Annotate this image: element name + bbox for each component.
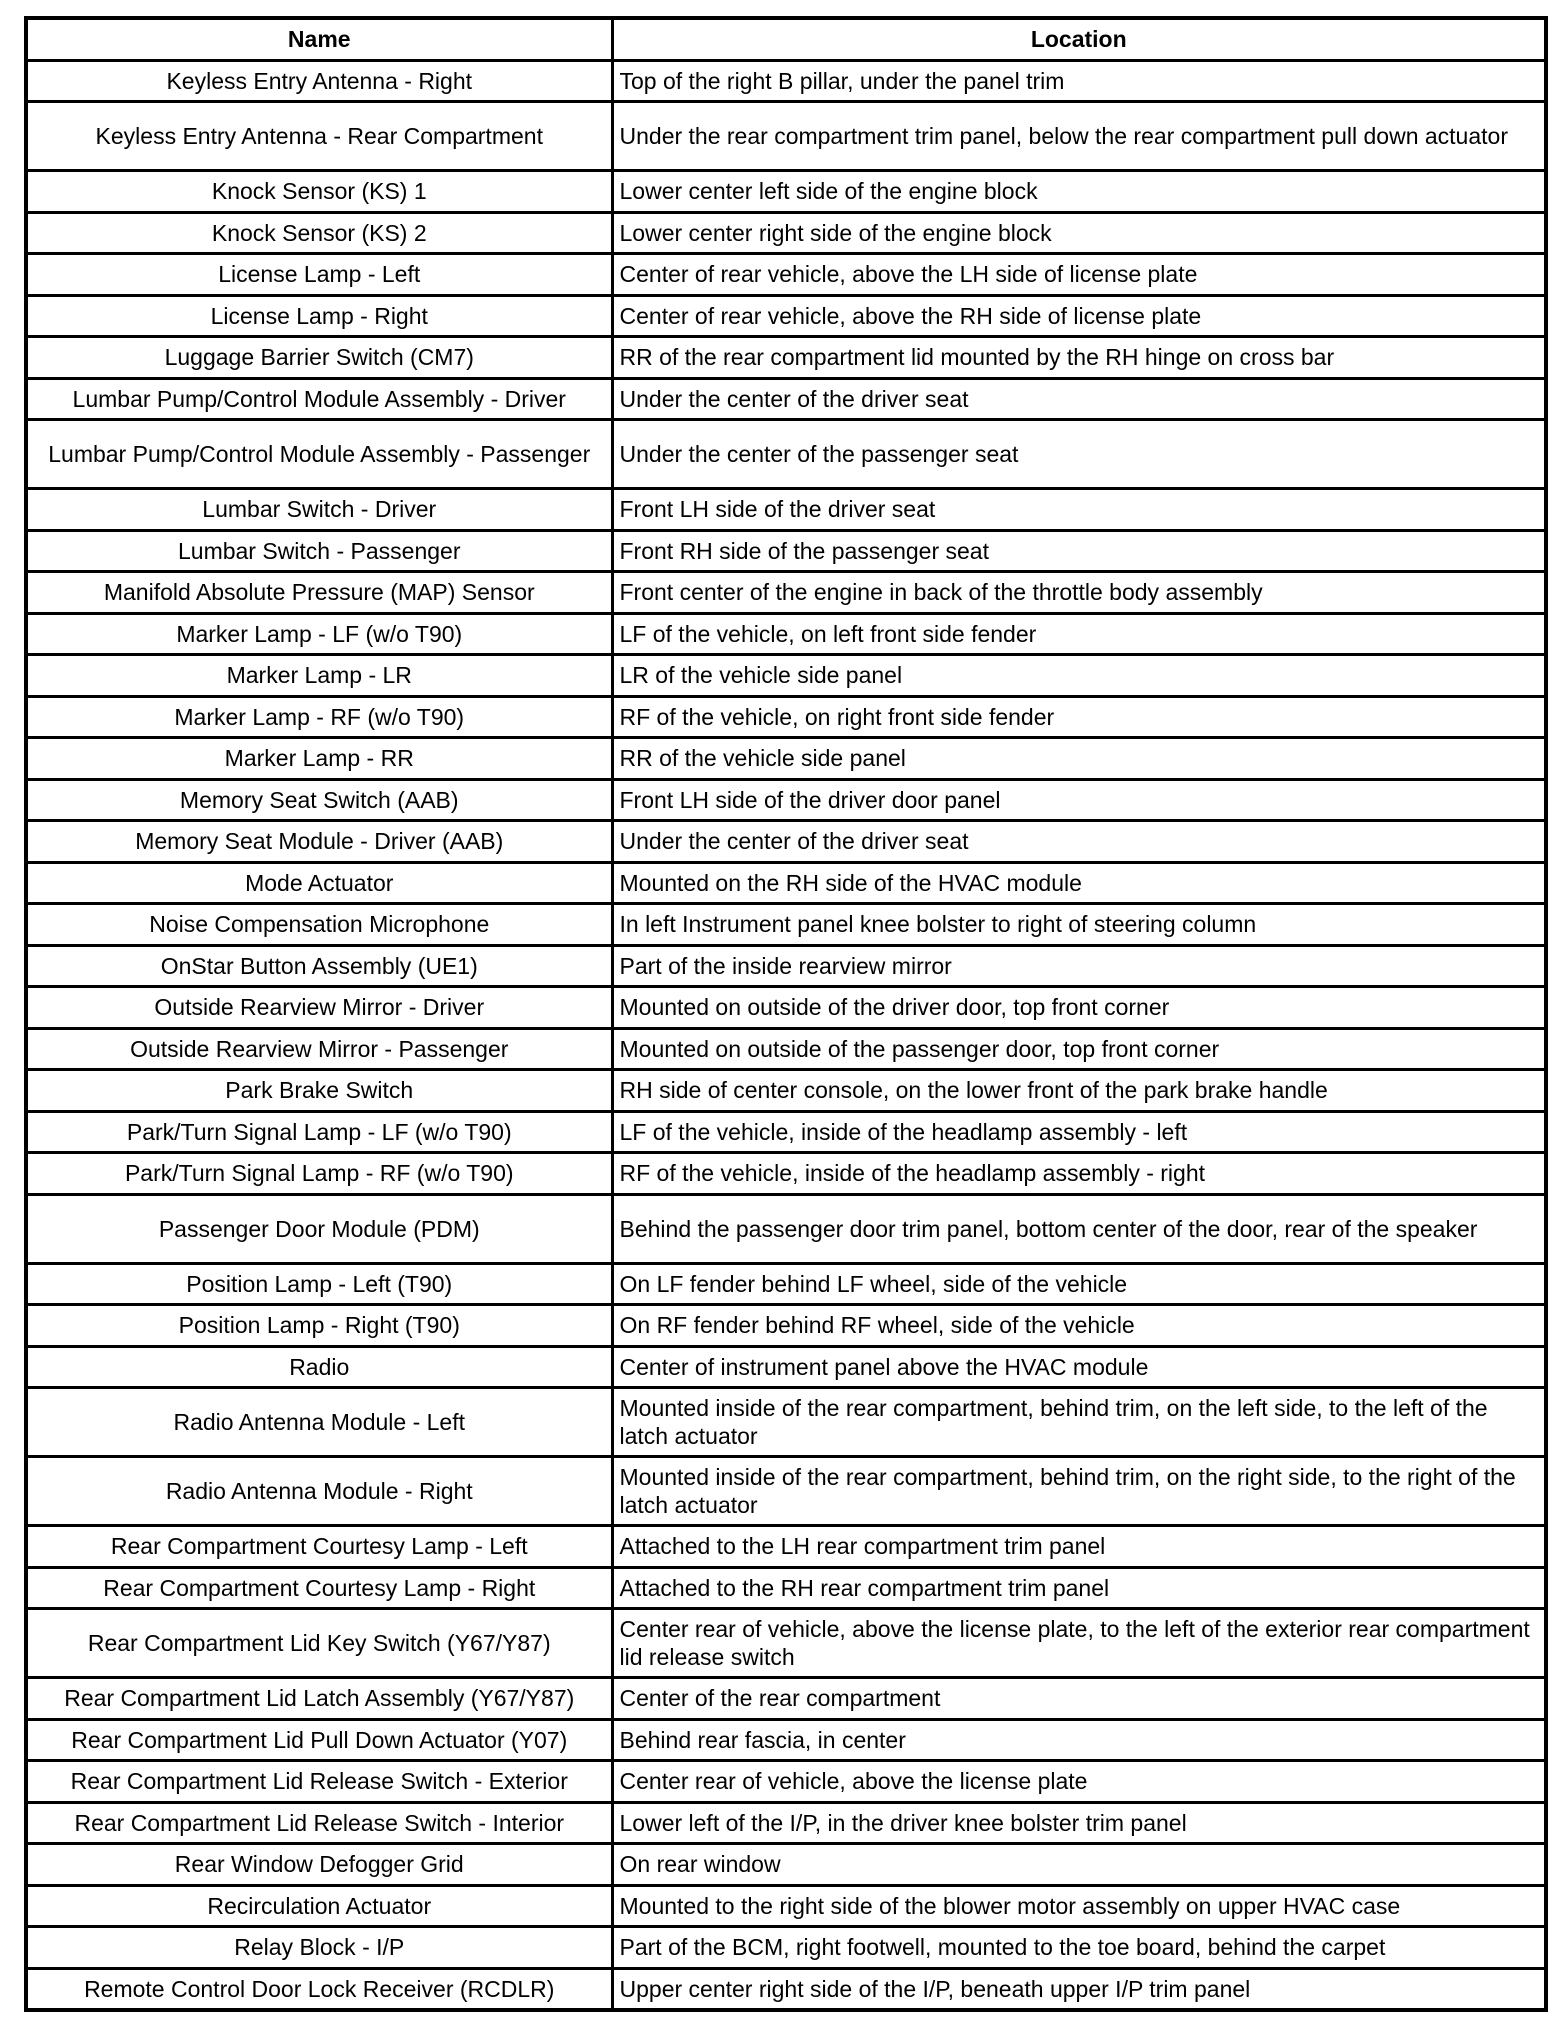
component-name-cell: Radio Antenna Module - Left	[26, 1388, 612, 1457]
component-location-cell: Front center of the engine in back of the throttle body assembly	[612, 572, 1546, 614]
component-location-cell: Mounted inside of the rear compartment, behind trim, on the left side, to the left of the latch actuator	[612, 1388, 1546, 1457]
component-location-cell: Center rear of vehicle, above the license plate	[612, 1761, 1546, 1803]
component-name-cell: Rear Compartment Lid Release Switch - Interior	[26, 1802, 612, 1844]
table-row	[26, 171, 1546, 213]
component-name-cell: Rear Compartment Courtesy Lamp - Right	[26, 1567, 612, 1609]
name-column-header: Name	[26, 18, 612, 60]
table-row	[26, 1263, 1546, 1305]
component-location-cell: RF of the vehicle, on right front side fender	[612, 696, 1546, 738]
component-name-cell: Marker Lamp - RF (w/o T90)	[26, 696, 612, 738]
component-location-cell: RR of the vehicle side panel	[612, 738, 1546, 780]
table-row	[26, 295, 1546, 337]
component-name-cell: Rear Compartment Lid Release Switch - Exterior	[26, 1761, 612, 1803]
table-row	[26, 378, 1546, 420]
component-location-cell: Mounted on outside of the driver door, top front corner	[612, 987, 1546, 1029]
component-location-cell: RH side of center console, on the lower front of the park brake handle	[612, 1070, 1546, 1112]
component-location-cell: Part of the inside rearview mirror	[612, 945, 1546, 987]
component-name-cell: Knock Sensor (KS) 1	[26, 171, 612, 213]
component-location-cell: Under the rear compartment trim panel, below the rear compartment pull down actuator	[612, 102, 1546, 171]
table-row	[26, 1070, 1546, 1112]
table-row	[26, 1153, 1546, 1195]
component-location-cell: RF of the vehicle, inside of the headlamp assembly - right	[612, 1153, 1546, 1195]
component-location-cell: Top of the right B pillar, under the panel trim	[612, 60, 1546, 102]
component-name-cell: Rear Compartment Courtesy Lamp - Left	[26, 1526, 612, 1568]
component-name-cell: Rear Compartment Lid Latch Assembly (Y67/Y87)	[26, 1678, 612, 1720]
component-location-cell: LF of the vehicle, inside of the headlamp assembly - left	[612, 1111, 1546, 1153]
component-location-cell: On RF fender behind RF wheel, side of the vehicle	[612, 1305, 1546, 1347]
component-location-cell: In left Instrument panel knee bolster to right of steering column	[612, 904, 1546, 946]
component-name-cell: Radio Antenna Module - Right	[26, 1457, 612, 1526]
table-row	[26, 212, 1546, 254]
component-name-cell: Marker Lamp - LF (w/o T90)	[26, 613, 612, 655]
component-location-cell: On LF fender behind LF wheel, side of the vehicle	[612, 1263, 1546, 1305]
table-row	[26, 254, 1546, 296]
component-name-cell: Marker Lamp - RR	[26, 738, 612, 780]
table-row	[26, 1802, 1546, 1844]
component-location-cell: Lower left of the I/P, in the driver knee bolster trim panel	[612, 1802, 1546, 1844]
component-name-cell: Memory Seat Module - Driver (AAB)	[26, 821, 612, 863]
component-location-cell: LF of the vehicle, on left front side fender	[612, 613, 1546, 655]
component-location-cell: Behind rear fascia, in center	[612, 1719, 1546, 1761]
component-locator-sheet	[24, 16, 1544, 2012]
table-row	[26, 1678, 1546, 1720]
table-row	[26, 1346, 1546, 1388]
component-location-cell: Lower center left side of the engine block	[612, 171, 1546, 213]
component-location-cell: Center of rear vehicle, above the RH side of license plate	[612, 295, 1546, 337]
component-name-cell: Keyless Entry Antenna - Rear Compartment	[26, 102, 612, 171]
component-location-cell: RR of the rear compartment lid mounted by the RH hinge on cross bar	[612, 337, 1546, 379]
component-location-cell: Center of rear vehicle, above the LH side of license plate	[612, 254, 1546, 296]
component-location-cell: Center rear of vehicle, above the license plate, to the left of the exterior rear compartment lid release switch	[612, 1609, 1546, 1678]
table-header-row	[26, 18, 1546, 60]
table-row	[26, 489, 1546, 531]
component-name-cell: Remote Control Door Lock Receiver (RCDLR)	[26, 1968, 612, 2010]
component-name-cell: Position Lamp - Right (T90)	[26, 1305, 612, 1347]
table-row	[26, 987, 1546, 1029]
component-name-cell: Radio	[26, 1346, 612, 1388]
table-row	[26, 1609, 1546, 1678]
component-name-cell: Manifold Absolute Pressure (MAP) Sensor	[26, 572, 612, 614]
component-name-cell: Recirculation Actuator	[26, 1885, 612, 1927]
table-row	[26, 530, 1546, 572]
table-row	[26, 1111, 1546, 1153]
component-name-cell: License Lamp - Left	[26, 254, 612, 296]
component-location-cell: Front RH side of the passenger seat	[612, 530, 1546, 572]
table-row	[26, 655, 1546, 697]
component-name-cell: Park/Turn Signal Lamp - LF (w/o T90)	[26, 1111, 612, 1153]
table-row	[26, 821, 1546, 863]
component-name-cell: Luggage Barrier Switch (CM7)	[26, 337, 612, 379]
table-row	[26, 337, 1546, 379]
component-name-cell: Rear Compartment Lid Pull Down Actuator (Y07)	[26, 1719, 612, 1761]
table-row	[26, 613, 1546, 655]
component-location-cell: Under the center of the passenger seat	[612, 420, 1546, 489]
table-row	[26, 1968, 1546, 2010]
table-row	[26, 1885, 1546, 1927]
table-row	[26, 420, 1546, 489]
table-row	[26, 945, 1546, 987]
component-name-cell: Keyless Entry Antenna - Right	[26, 60, 612, 102]
table-row	[26, 696, 1546, 738]
component-location-cell: Attached to the RH rear compartment trim panel	[612, 1567, 1546, 1609]
table-row	[26, 904, 1546, 946]
component-location-cell: Mounted to the right side of the blower motor assembly on upper HVAC case	[612, 1885, 1546, 1927]
component-location-cell: Mounted on the RH side of the HVAC module	[612, 862, 1546, 904]
component-name-cell: Park Brake Switch	[26, 1070, 612, 1112]
table-row	[26, 1844, 1546, 1886]
table-row	[26, 572, 1546, 614]
table-row	[26, 779, 1546, 821]
component-name-cell: Relay Block - I/P	[26, 1927, 612, 1969]
component-location-cell: Under the center of the driver seat	[612, 821, 1546, 863]
component-name-cell: Mode Actuator	[26, 862, 612, 904]
component-location-cell: Under the center of the driver seat	[612, 378, 1546, 420]
component-location-cell: Attached to the LH rear compartment trim panel	[612, 1526, 1546, 1568]
table-row	[26, 1028, 1546, 1070]
component-name-cell: Rear Compartment Lid Key Switch (Y67/Y87)	[26, 1609, 612, 1678]
component-name-cell: Passenger Door Module (PDM)	[26, 1194, 612, 1263]
component-location-table	[24, 16, 1548, 2012]
component-location-cell: Mounted inside of the rear compartment, behind trim, on the right side, to the right of the latch actuator	[612, 1457, 1546, 1526]
table-row	[26, 1719, 1546, 1761]
component-name-cell: License Lamp - Right	[26, 295, 612, 337]
component-location-cell: Part of the BCM, right footwell, mounted to the toe board, behind the carpet	[612, 1927, 1546, 1969]
table-row	[26, 1388, 1546, 1457]
component-location-cell: Center of the rear compartment	[612, 1678, 1546, 1720]
location-column-header: Location	[612, 18, 1546, 60]
component-location-cell: Lower center right side of the engine block	[612, 212, 1546, 254]
table-row	[26, 862, 1546, 904]
table-row	[26, 1927, 1546, 1969]
component-location-cell: LR of the vehicle side panel	[612, 655, 1546, 697]
component-name-cell: Park/Turn Signal Lamp - RF (w/o T90)	[26, 1153, 612, 1195]
table-row	[26, 1526, 1546, 1568]
table-row	[26, 1457, 1546, 1526]
component-location-cell: Upper center right side of the I/P, beneath upper I/P trim panel	[612, 1968, 1546, 2010]
table-body	[26, 60, 1546, 2010]
component-name-cell: Outside Rearview Mirror - Driver	[26, 987, 612, 1029]
component-location-cell: Behind the passenger door trim panel, bottom center of the door, rear of the speaker	[612, 1194, 1546, 1263]
component-name-cell: Noise Compensation Microphone	[26, 904, 612, 946]
component-name-cell: Lumbar Pump/Control Module Assembly - Driver	[26, 378, 612, 420]
component-location-cell: On rear window	[612, 1844, 1546, 1886]
table-row	[26, 1305, 1546, 1347]
table-row	[26, 102, 1546, 171]
component-name-cell: Lumbar Switch - Passenger	[26, 530, 612, 572]
component-name-cell: Knock Sensor (KS) 2	[26, 212, 612, 254]
component-name-cell: Position Lamp - Left (T90)	[26, 1263, 612, 1305]
component-name-cell: Outside Rearview Mirror - Passenger	[26, 1028, 612, 1070]
table-row	[26, 1761, 1546, 1803]
component-location-cell: Front LH side of the driver seat	[612, 489, 1546, 531]
component-name-cell: Marker Lamp - LR	[26, 655, 612, 697]
component-location-cell: Front LH side of the driver door panel	[612, 779, 1546, 821]
component-name-cell: Lumbar Switch - Driver	[26, 489, 612, 531]
component-location-cell: Center of instrument panel above the HVAC module	[612, 1346, 1546, 1388]
table-row	[26, 738, 1546, 780]
component-location-cell: Mounted on outside of the passenger door, top front corner	[612, 1028, 1546, 1070]
table-row	[26, 60, 1546, 102]
component-name-cell: Rear Window Defogger Grid	[26, 1844, 612, 1886]
component-name-cell: Memory Seat Switch (AAB)	[26, 779, 612, 821]
component-name-cell: Lumbar Pump/Control Module Assembly - Passenger	[26, 420, 612, 489]
table-row	[26, 1567, 1546, 1609]
table-row	[26, 1194, 1546, 1263]
component-name-cell: OnStar Button Assembly (UE1)	[26, 945, 612, 987]
